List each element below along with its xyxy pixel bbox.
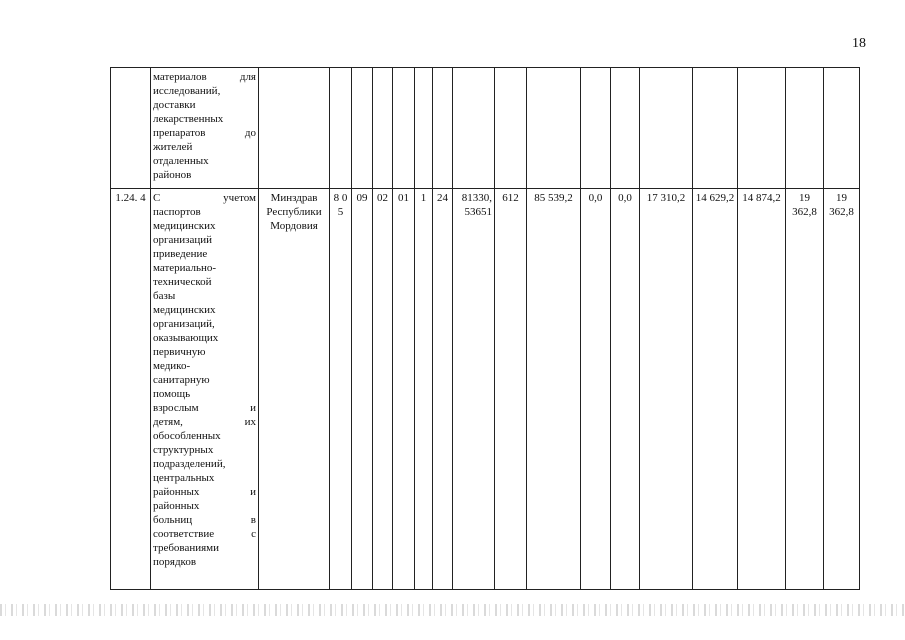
description-line: медицинских [153,220,216,232]
description-line: обособленных [153,430,221,442]
description-line: медико- [153,360,191,372]
table-cell [824,68,860,189]
description-line: доставки [153,99,196,111]
description-line: материально- [153,262,217,274]
table-cell: 14 874,2 [738,189,786,590]
budget-table [110,67,860,590]
description-line: технической [153,276,212,288]
page-number: 18 [852,36,866,51]
table-cell: 19 362,8 [786,189,824,590]
description-line: районных [153,500,200,512]
description-line: препаратов до [153,127,256,139]
description-line: больниц в [153,514,256,526]
description-line: приведение [153,248,208,260]
table-cell [581,68,611,189]
table-cell [693,68,738,189]
description-line: порядков [153,556,197,568]
table-cell: 8 0 5 [330,189,352,590]
table-cell [330,68,352,189]
table-cell [738,68,786,189]
table-cell [415,68,433,189]
table-cell [352,68,373,189]
table-cell: 612 [495,189,527,590]
row-description [151,189,259,590]
description-line: подразделений, [153,458,226,470]
description-line: паспортов [153,206,201,218]
description-line: отдаленных [153,155,209,167]
table-cell: 14 629,2 [693,189,738,590]
table-cell: 85 539,2 [527,189,581,590]
table-cell: 17 310,2 [640,189,693,590]
table-cell [373,68,393,189]
row-number [111,68,151,189]
description-line: детям, их [153,416,256,428]
scan-noise-strip [0,604,905,616]
description-line: центральных [153,472,215,484]
description-line: исследований, [153,85,221,97]
table-cell: 0,0 [611,189,640,590]
description-line: районов [153,169,192,181]
description-line: первичную [153,346,206,358]
description-line: оказывающих [153,332,219,344]
description-line: С учетом [153,192,256,204]
responsible-org [259,68,330,189]
description-line: материалов для [153,71,256,83]
description-line: соответствие с [153,528,256,540]
table-cell [527,68,581,189]
description-line: организаций [153,234,213,246]
table-cell [495,68,527,189]
table-cell: 24 [433,189,453,590]
responsible-org: Минздрав Республики Мордовия [259,189,330,590]
table-cell [433,68,453,189]
description-line: лекарственных [153,113,224,125]
description-line: структурных [153,444,214,456]
table-cell: 81330, 53651 [453,189,495,590]
table-cell [453,68,495,189]
description-line: санитарную [153,374,210,386]
table-cell [640,68,693,189]
table-cell: 09 [352,189,373,590]
table-row [111,68,860,189]
table-cell [393,68,415,189]
description-line: помощь [153,388,191,400]
description-line: требованиями [153,542,220,554]
table-cell: 01 [393,189,415,590]
row-description [151,68,259,189]
table-cell: 1 [415,189,433,590]
description-line: районных и [153,486,256,498]
table-cell [611,68,640,189]
description-line: взрослым и [153,402,256,414]
table-row [111,189,860,590]
description-line: организаций, [153,318,215,330]
table-cell [786,68,824,189]
description-line: медицинских [153,304,216,316]
row-number: 1.24. 4 [111,189,151,590]
table-cell: 02 [373,189,393,590]
table-cell: 19 362,8 [824,189,860,590]
description-line: жителей [153,141,193,153]
description-line: базы [153,290,176,302]
table-cell: 0,0 [581,189,611,590]
